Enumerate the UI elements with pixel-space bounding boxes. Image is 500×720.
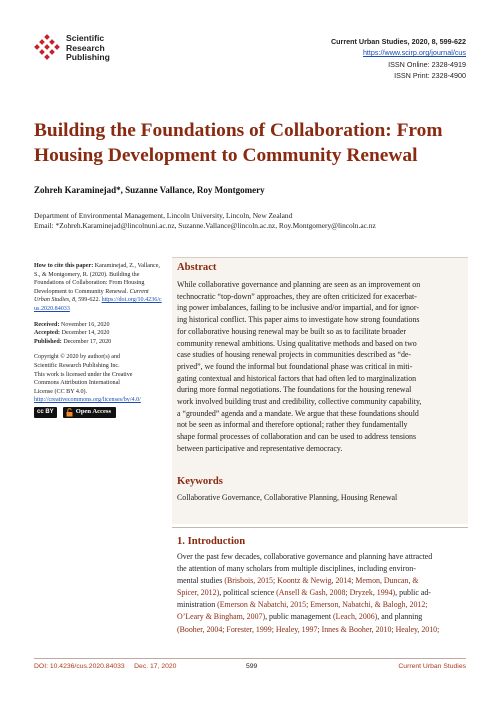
intro-text: , political science (219, 588, 277, 598)
intro-text: , public ad- (395, 588, 431, 598)
affiliation (34, 211, 376, 231)
abstract-line: between participative and representative democracy. (177, 443, 343, 453)
journal-citation: Current Urban Studies, 2020, 8, 599-622 (330, 37, 466, 46)
publisher-logo (33, 34, 110, 63)
accepted-date: December 14, 2020 (61, 330, 110, 337)
citation-sidebar (34, 262, 164, 425)
accepted-label: Accepted: (34, 330, 61, 337)
footer-divider (34, 658, 466, 659)
email-line: Email: *Zohreh.Karaminejad@lincolnuni.ac.nz, Suzanne.Vallance@lincoln.ac.nz, Roy.Montgomery@lincoln.ac.nz (34, 221, 376, 231)
citation-ref[interactable]: (Emerson & Nabatchi, 2015; Emerson, Nabatchi, & Balogh, 2012; (217, 600, 428, 610)
cc-by-label: cc BY (37, 409, 54, 416)
copyright-line: Commons Attribution International (34, 380, 120, 387)
cite-text: Karaminejad, Z., Vallance, S., & Montgomery, R. (2020). Building the Foundations of Collaboration: From Housing Development to Community Renewal. (34, 263, 160, 295)
received-row (34, 321, 164, 330)
published-date: December 17, 2020 (63, 338, 112, 345)
intro-line (177, 575, 465, 587)
abstract-line: gating contextual and historical factors that had often led to marginalization (177, 373, 417, 383)
abstract-line: during more formal negotiations. The foundations for the housing renewal (177, 385, 412, 395)
copyright-line: This work is licensed under the Creative (34, 371, 133, 378)
publisher-name-line: Publishing (66, 52, 110, 62)
abstract-line: prived”, we found the informal but foundational phase was critical in miti- (177, 361, 413, 371)
intro-text: , public management (265, 612, 334, 622)
open-access-badge[interactable] (63, 407, 116, 418)
issn-print: ISSN Print: 2328-4900 (394, 71, 466, 81)
intro-line: the attention of many scholars from multiple disciplines, including environ- (177, 564, 416, 574)
abstract-line: community renewal ambitions. Using qualitative methods and based on two (177, 338, 417, 348)
cite-label: How to cite this paper: (34, 263, 94, 269)
intro-text: ministration (177, 600, 218, 610)
license-link[interactable]: http://creativecommons.org/licenses/by/4.0/ (34, 397, 141, 404)
how-to-cite (34, 262, 164, 314)
citation-ref[interactable]: O’Leary & Bingham, 2007) (177, 612, 266, 622)
keywords-heading: Keywords (177, 476, 223, 487)
author-list: Zohreh Karaminejad*, Suzanne Vallance, Roy Montgomery (34, 185, 265, 195)
abstract-body (177, 279, 465, 455)
intro-text: , and planning (377, 612, 423, 622)
citation-ref[interactable]: (Leach, 2006) (333, 612, 378, 622)
abstract-line: not be seen as informal and therefore optional; rather they fundamentally (177, 420, 408, 430)
title-line: Building the Foundations of Collaboration: From (34, 120, 443, 141)
intro-line (177, 611, 465, 623)
intro-line (177, 624, 465, 636)
publisher-name (66, 34, 110, 63)
cite-doi-link[interactable]: https://doi.org/10.4236/cus.2020.84033 (34, 297, 162, 312)
abstract-line: work involved building trust and credibility, collective community capability, (177, 397, 422, 407)
abstract-line: case studies of housing renewal projects in communities described as “de- (177, 350, 412, 360)
copyright (34, 353, 164, 418)
footer-journal: Current Urban Studies (398, 663, 466, 670)
introduction-heading: 1. Introduction (172, 527, 468, 547)
license-badges (34, 407, 164, 418)
citation-ref[interactable]: (Ansell & Gash, 2008; Dryzek, 1994) (276, 588, 396, 598)
copyright-line: Scientific Research Publishing Inc. (34, 362, 120, 369)
intro-line (177, 587, 465, 599)
paper-title (34, 118, 474, 168)
received-label: Received: (34, 321, 60, 328)
received-date: November 16, 2020 (60, 321, 110, 328)
accepted-row (34, 329, 164, 338)
red-diamond-logo-icon (33, 34, 61, 62)
intro-line (177, 599, 465, 611)
cite-pages: 599-622. (78, 297, 101, 304)
intro-text: mental studies (177, 576, 225, 586)
keywords-list: Collaborative Governance, Collaborative Planning, Housing Renewal (177, 493, 398, 502)
abstract-line: shape formal processes of collaboration and can be used to address tensions (177, 432, 417, 442)
publisher-name-line: Scientific (66, 33, 105, 43)
open-lock-icon (66, 408, 73, 417)
citation-ref[interactable]: (Brisbois, 2015; Koontz & Newig, 2014; Memon, Duncan, & (224, 576, 419, 586)
introduction-body (177, 551, 465, 636)
dates (34, 321, 164, 347)
abstract-heading: Abstract (177, 262, 217, 273)
abstract-line: While collaborative governance and planning are seen as an improvement on (177, 280, 421, 289)
citation-ref[interactable]: Spicer, 2012) (177, 588, 220, 598)
publisher-name-line: Research (66, 42, 105, 53)
journal-url-link[interactable]: https://www.scirp.org/journal/cus (362, 48, 466, 58)
cite-journal: Current Urban Studies, 8, (34, 288, 149, 304)
copyright-line: Copyright © 2020 by author(s) and (34, 354, 121, 361)
abstract-line: ing power imbalances, failing to be inclusive and/or impartial, and for ignor- (177, 303, 419, 313)
department: Department of Environmental Management, Lincoln University, Lincoln, New Zealand (34, 211, 293, 220)
abstract-line: technocratic “top-down” approaches, they are often criticized for exacerbat- (177, 291, 417, 301)
abstract-line: a “grounded” agenda and a mandate. We argue that these foundations should (177, 408, 419, 418)
footer-doi[interactable]: DOI: 10.4236/cus.2020.84033 Dec. 17, 2020 (34, 663, 177, 670)
open-access-label: Open Access (75, 408, 112, 416)
journal-meta (331, 36, 466, 82)
title-line: Housing Development to Community Renewal (34, 145, 418, 166)
citation-ref[interactable]: (Booher, 2004; Forester, 1999; Healey, 1997; Innes & Booher, 2010; Healey, 2010; (177, 624, 440, 634)
cc-by-badge[interactable] (34, 407, 57, 418)
page-number: 599 (246, 663, 258, 670)
issn-online: ISSN Online: 2328-4919 (388, 59, 466, 69)
copyright-line: License (CC BY 4.0). (34, 388, 88, 395)
abstract-line: ing historical conflict. This paper aims to investigate how strong foundations (177, 315, 420, 325)
abstract-line: for collaborative housing renewal may be built so as to facilitate broader (177, 326, 406, 336)
intro-line: Over the past few decades, collaborative governance and planning have attracted (177, 552, 433, 561)
published-row (34, 338, 164, 347)
published-label: Published: (34, 338, 62, 345)
